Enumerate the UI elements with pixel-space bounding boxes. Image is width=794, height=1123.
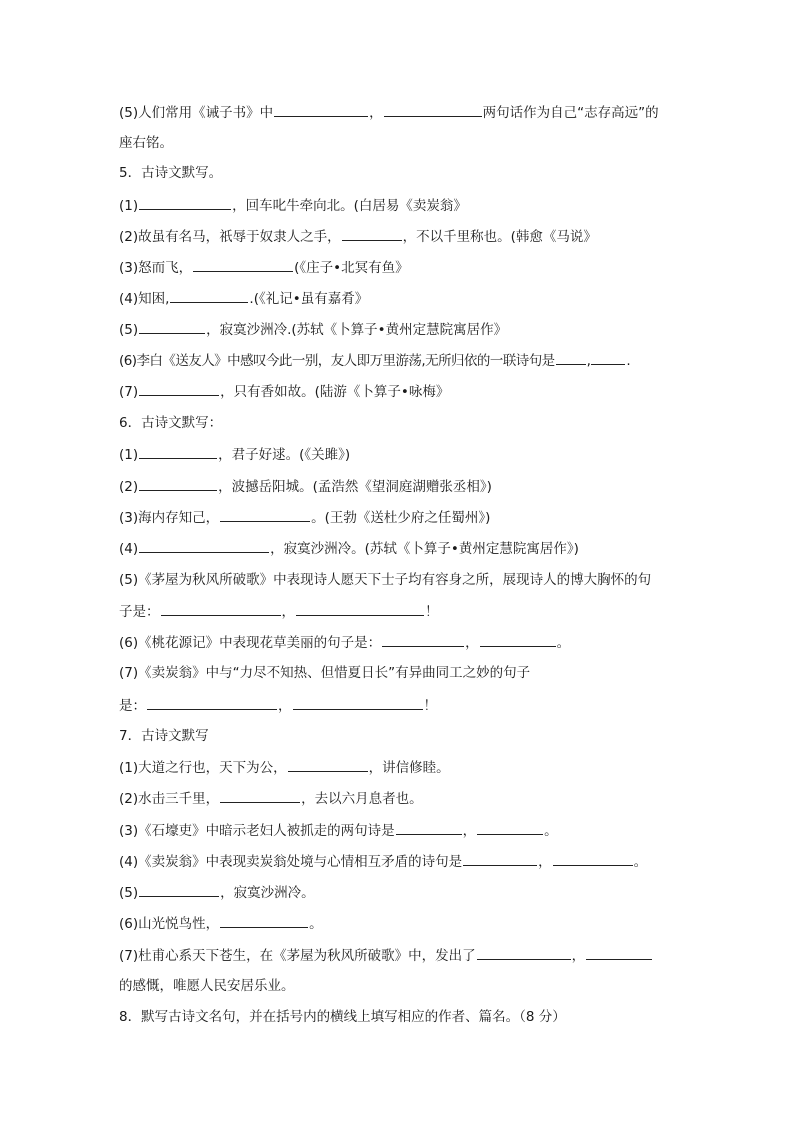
line-text: (6)《桃花源记》中表现花草美丽的句子是： — [119, 635, 382, 651]
question-5-7-line — [119, 382, 449, 401]
line-text: . — [626, 353, 631, 369]
answer-blank[interactable] — [586, 946, 652, 960]
line-text: .(《礼记•虽有嘉肴》 — [249, 291, 369, 307]
question-5-2-line — [119, 227, 597, 246]
line-text: (5)《茅屋为秋风所破歌》中表现诗人愿天下士子均有容身之所，展现诗人的博大胸怀的句 — [119, 572, 652, 588]
answer-blank[interactable] — [139, 539, 269, 553]
answer-blank[interactable] — [342, 227, 402, 241]
answer-blank[interactable] — [288, 758, 368, 772]
question-7-heading — [119, 727, 209, 745]
line-text: ，寂寞沙洲冷。 — [220, 885, 315, 901]
line-text: (5)人们常用《诫子书》中 — [119, 105, 274, 121]
answer-blank[interactable] — [139, 196, 231, 210]
question-5-4-line — [119, 289, 368, 308]
line-text: ， — [281, 604, 295, 620]
answer-blank[interactable] — [139, 445, 217, 459]
question-4-5-line — [119, 103, 659, 122]
line-text: 两句话作为自己“志存高远”的 — [482, 105, 659, 121]
answer-blank[interactable] — [220, 789, 300, 803]
line-text: ，讲信修睦。 — [368, 760, 450, 776]
line-text: (3)怒而飞， — [119, 260, 193, 276]
line-text: (5) — [119, 885, 139, 901]
line-text: (7)杜甫心系天下苍生，在《茅屋为秋风所破歌》中，发出了 — [119, 948, 476, 964]
line-text: (3)《石壕吏》中暗示老妇人被抓走的两句诗是 — [119, 823, 395, 839]
answer-blank[interactable] — [553, 852, 633, 866]
line-text: 。 — [544, 823, 558, 839]
answer-blank[interactable] — [147, 696, 277, 710]
line-text: ， — [571, 948, 586, 964]
line-text: (4)知困, — [119, 291, 170, 307]
question-6-7-line — [119, 664, 530, 682]
line-text: ，寂寞沙洲冷.(苏轼《卜算子•黄州定慧院寓居作》 — [206, 322, 508, 338]
question-4-5-cont — [119, 134, 173, 152]
answer-blank[interactable] — [591, 351, 625, 365]
answer-blank[interactable] — [139, 883, 219, 897]
line-text: (2)水击三千里， — [119, 791, 220, 807]
line-text: (1) — [119, 447, 139, 463]
line-text: 子是： — [119, 604, 160, 620]
question-5-5-line — [119, 320, 507, 339]
line-text: ，波撼岳阳城。(孟浩然《望洞庭湖赠张丞相》) — [218, 479, 492, 495]
question-6-4-line — [119, 539, 579, 558]
question-6-7-answer-line — [119, 696, 437, 715]
question-6-2-line — [119, 477, 492, 496]
line-text: ，回车叱牛牵向北。(白居易《卖炭翁》 — [232, 198, 467, 214]
question-7-1-line — [119, 758, 450, 777]
question-heading: 7．古诗文默写 — [119, 728, 209, 744]
line-text: ， — [538, 854, 552, 870]
question-8-heading — [119, 1008, 566, 1026]
answer-blank[interactable] — [382, 633, 464, 647]
answer-blank[interactable] — [296, 602, 424, 616]
line-text: 是： — [119, 698, 146, 714]
line-text: (7)《卖炭翁》中与“力尽不知热、但惜夏日长”有异曲同工之妙的句子 — [119, 665, 531, 681]
answer-blank[interactable] — [139, 320, 205, 334]
line-text: (3)海内存知己， — [119, 510, 220, 526]
answer-blank[interactable] — [139, 382, 219, 396]
line-text: ！ — [425, 604, 439, 620]
line-text: ，只有香如故。(陆游《卜算子•咏梅》 — [220, 384, 450, 400]
question-5-heading — [119, 164, 222, 182]
question-7-5-line — [119, 883, 315, 902]
question-6-heading — [119, 414, 222, 432]
answer-blank[interactable] — [293, 696, 423, 710]
answer-blank[interactable] — [480, 633, 556, 647]
line-text: ， — [369, 105, 383, 121]
question-heading: 6．古诗文默写： — [119, 415, 223, 431]
line-text: (2) — [119, 479, 139, 495]
line-text: (1) — [119, 198, 139, 214]
line-text: ，君子好逑。(《关雎》) — [218, 447, 351, 463]
line-text: ，寂寞沙洲冷。(苏轼《卜算子•黄州定慧院寓居作》) — [270, 541, 579, 557]
line-text: (1)大道之行也，天下为公， — [119, 760, 287, 776]
answer-blank[interactable] — [384, 103, 482, 117]
line-text: (5) — [119, 322, 139, 338]
answer-blank[interactable] — [463, 852, 537, 866]
question-5-1-line — [119, 196, 467, 215]
answer-blank[interactable] — [161, 602, 281, 616]
question-5-6-line — [119, 351, 630, 370]
question-7-6-line — [119, 914, 323, 933]
line-text: (2)故虽有名马，祇辱于奴隶人之手， — [119, 229, 341, 245]
question-6-3-line — [119, 508, 490, 527]
line-text: (4) — [119, 541, 139, 557]
line-text: , — [586, 353, 591, 369]
line-text: (4)《卖炭翁》中表现卖炭翁处境与心情相互矛盾的诗句是 — [119, 854, 463, 870]
line-text: (6)山光悦鸟性， — [119, 916, 220, 932]
line-text: ，去以六月息者也。 — [301, 791, 423, 807]
question-6-5-line — [119, 571, 651, 589]
question-heading: 5．古诗文默写。 — [119, 165, 223, 181]
line-text: 。 — [633, 854, 648, 870]
line-text: ， — [465, 635, 479, 651]
question-7-2-line — [119, 789, 423, 808]
answer-blank[interactable] — [139, 477, 217, 491]
question-6-6-line — [119, 633, 570, 652]
question-heading: 8．默写古诗文名句，并在括号内的横线上填写相应的作者、篇名。（8 分） — [119, 1009, 566, 1025]
question-6-1-line — [119, 445, 350, 464]
answer-blank[interactable] — [477, 946, 571, 960]
line-text: 。 — [309, 916, 323, 932]
line-text: (6)李白《送友人》中感叹今此一别，友人即万里游荡,无所归依的一联诗句是 — [119, 353, 555, 369]
answer-blank[interactable] — [220, 508, 310, 522]
line-text: 座右铭。 — [119, 135, 173, 151]
question-6-5-answer-line — [119, 602, 439, 621]
line-text: (7) — [119, 384, 139, 400]
question-7-7-line — [119, 946, 653, 965]
line-text: 。 — [556, 635, 571, 651]
line-text: ，不以千里称也。(韩愈《马说》 — [402, 229, 597, 245]
answer-blank[interactable] — [274, 103, 368, 117]
question-7-7-cont — [119, 977, 295, 995]
line-text: ， — [462, 823, 477, 839]
question-7-4-line — [119, 852, 647, 871]
line-text: 的感慨，唯愿人民安居乐业。 — [119, 978, 295, 994]
line-text: (《庄子•北冥有鱼》 — [294, 260, 409, 276]
answer-blank[interactable] — [220, 914, 308, 928]
line-text: 。(王勃《送杜少府之任蜀州》) — [311, 510, 491, 526]
line-text: ， — [278, 698, 292, 714]
answer-blank[interactable] — [477, 821, 543, 835]
question-5-3-line — [119, 258, 409, 277]
question-7-3-line — [119, 821, 558, 840]
answer-blank[interactable] — [396, 821, 462, 835]
answer-blank[interactable] — [193, 258, 293, 272]
line-text: ！ — [423, 698, 437, 714]
answer-blank[interactable] — [556, 351, 586, 365]
answer-blank[interactable] — [170, 289, 248, 303]
